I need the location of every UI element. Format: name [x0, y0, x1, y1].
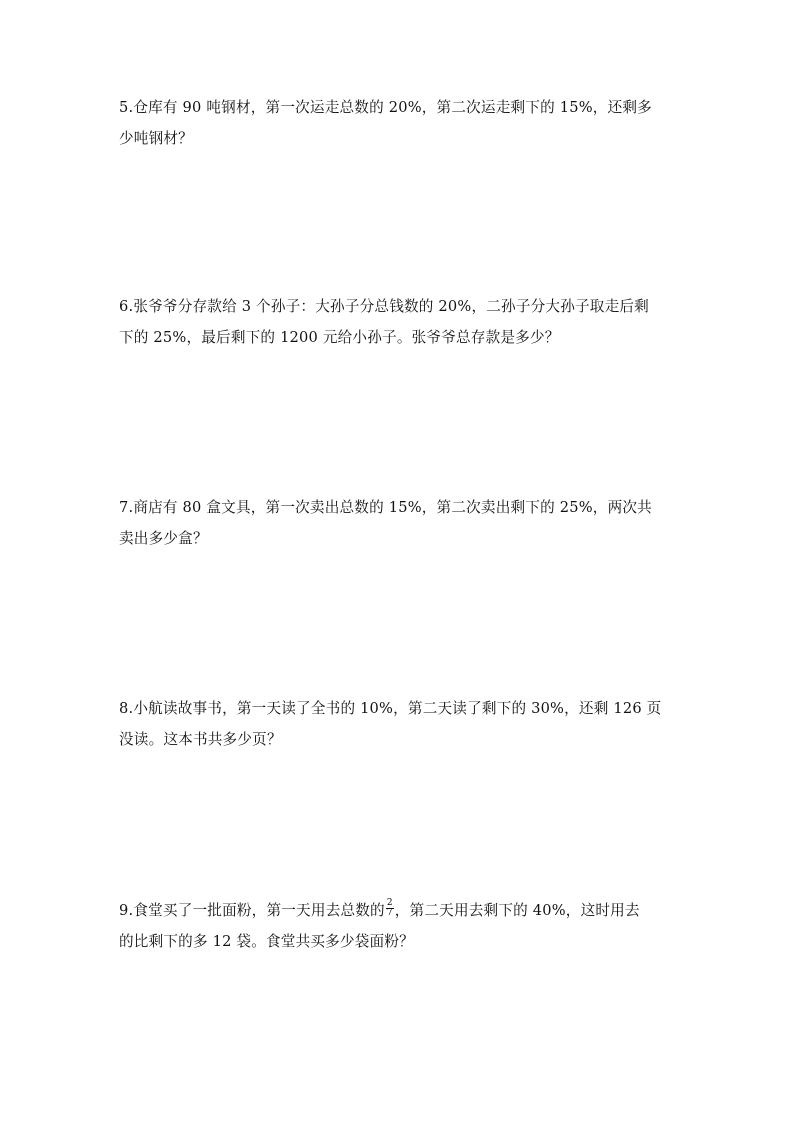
fraction-two-sevenths — [386, 899, 394, 918]
problem-8 — [119, 693, 679, 755]
problem-9 — [119, 895, 679, 957]
fraction-denominator: 7 — [386, 907, 393, 918]
problem-5-line-2: 少吨钢材？ — [119, 130, 193, 147]
problem-5 — [119, 92, 679, 154]
problem-7-line-1: 7.商店有 80 盒文具，第一次卖出总数的 15%，第二次卖出剩下的 25%，两次共 — [119, 499, 652, 516]
fraction-numerator: 2 — [386, 897, 393, 908]
problem-9-line-1 — [119, 895, 679, 926]
problem-9-line-2: 的比剩下的多 12 袋。食堂共买多少袋面粉？ — [119, 933, 414, 950]
problem-7 — [119, 492, 679, 554]
problem-9-line-1-after: ，第二天用去剩下的 40%，这时用去 — [394, 902, 640, 919]
problem-8-line-2: 没读。这本书共多少页？ — [119, 731, 282, 748]
problem-5-line-1: 5.仓库有 90 吨钢材，第一次运走总数的 20%，第二次运走剩下的 15%，还剩多 — [119, 99, 652, 116]
problem-8-line-1: 8.小航读故事书，第一天读了全书的 10%，第二天读了剩下的 30%，还剩 126 页 — [119, 700, 662, 717]
problem-6 — [119, 291, 679, 353]
problem-9-line-1-before: 9.食堂买了一批面粉，第一天用去总数的 — [119, 902, 385, 919]
problem-6-line-1: 6.张爷爷分存款给 3 个孙子：大孙子分总钱数的 20%，二孙子分大孙子取走后剩 — [119, 298, 649, 315]
problem-6-line-2: 下的 25%，最后剩下的 1200 元给小孙子。张爷爷总存款是多少？ — [119, 329, 560, 346]
problem-7-line-2: 卖出多少盒？ — [119, 530, 208, 547]
